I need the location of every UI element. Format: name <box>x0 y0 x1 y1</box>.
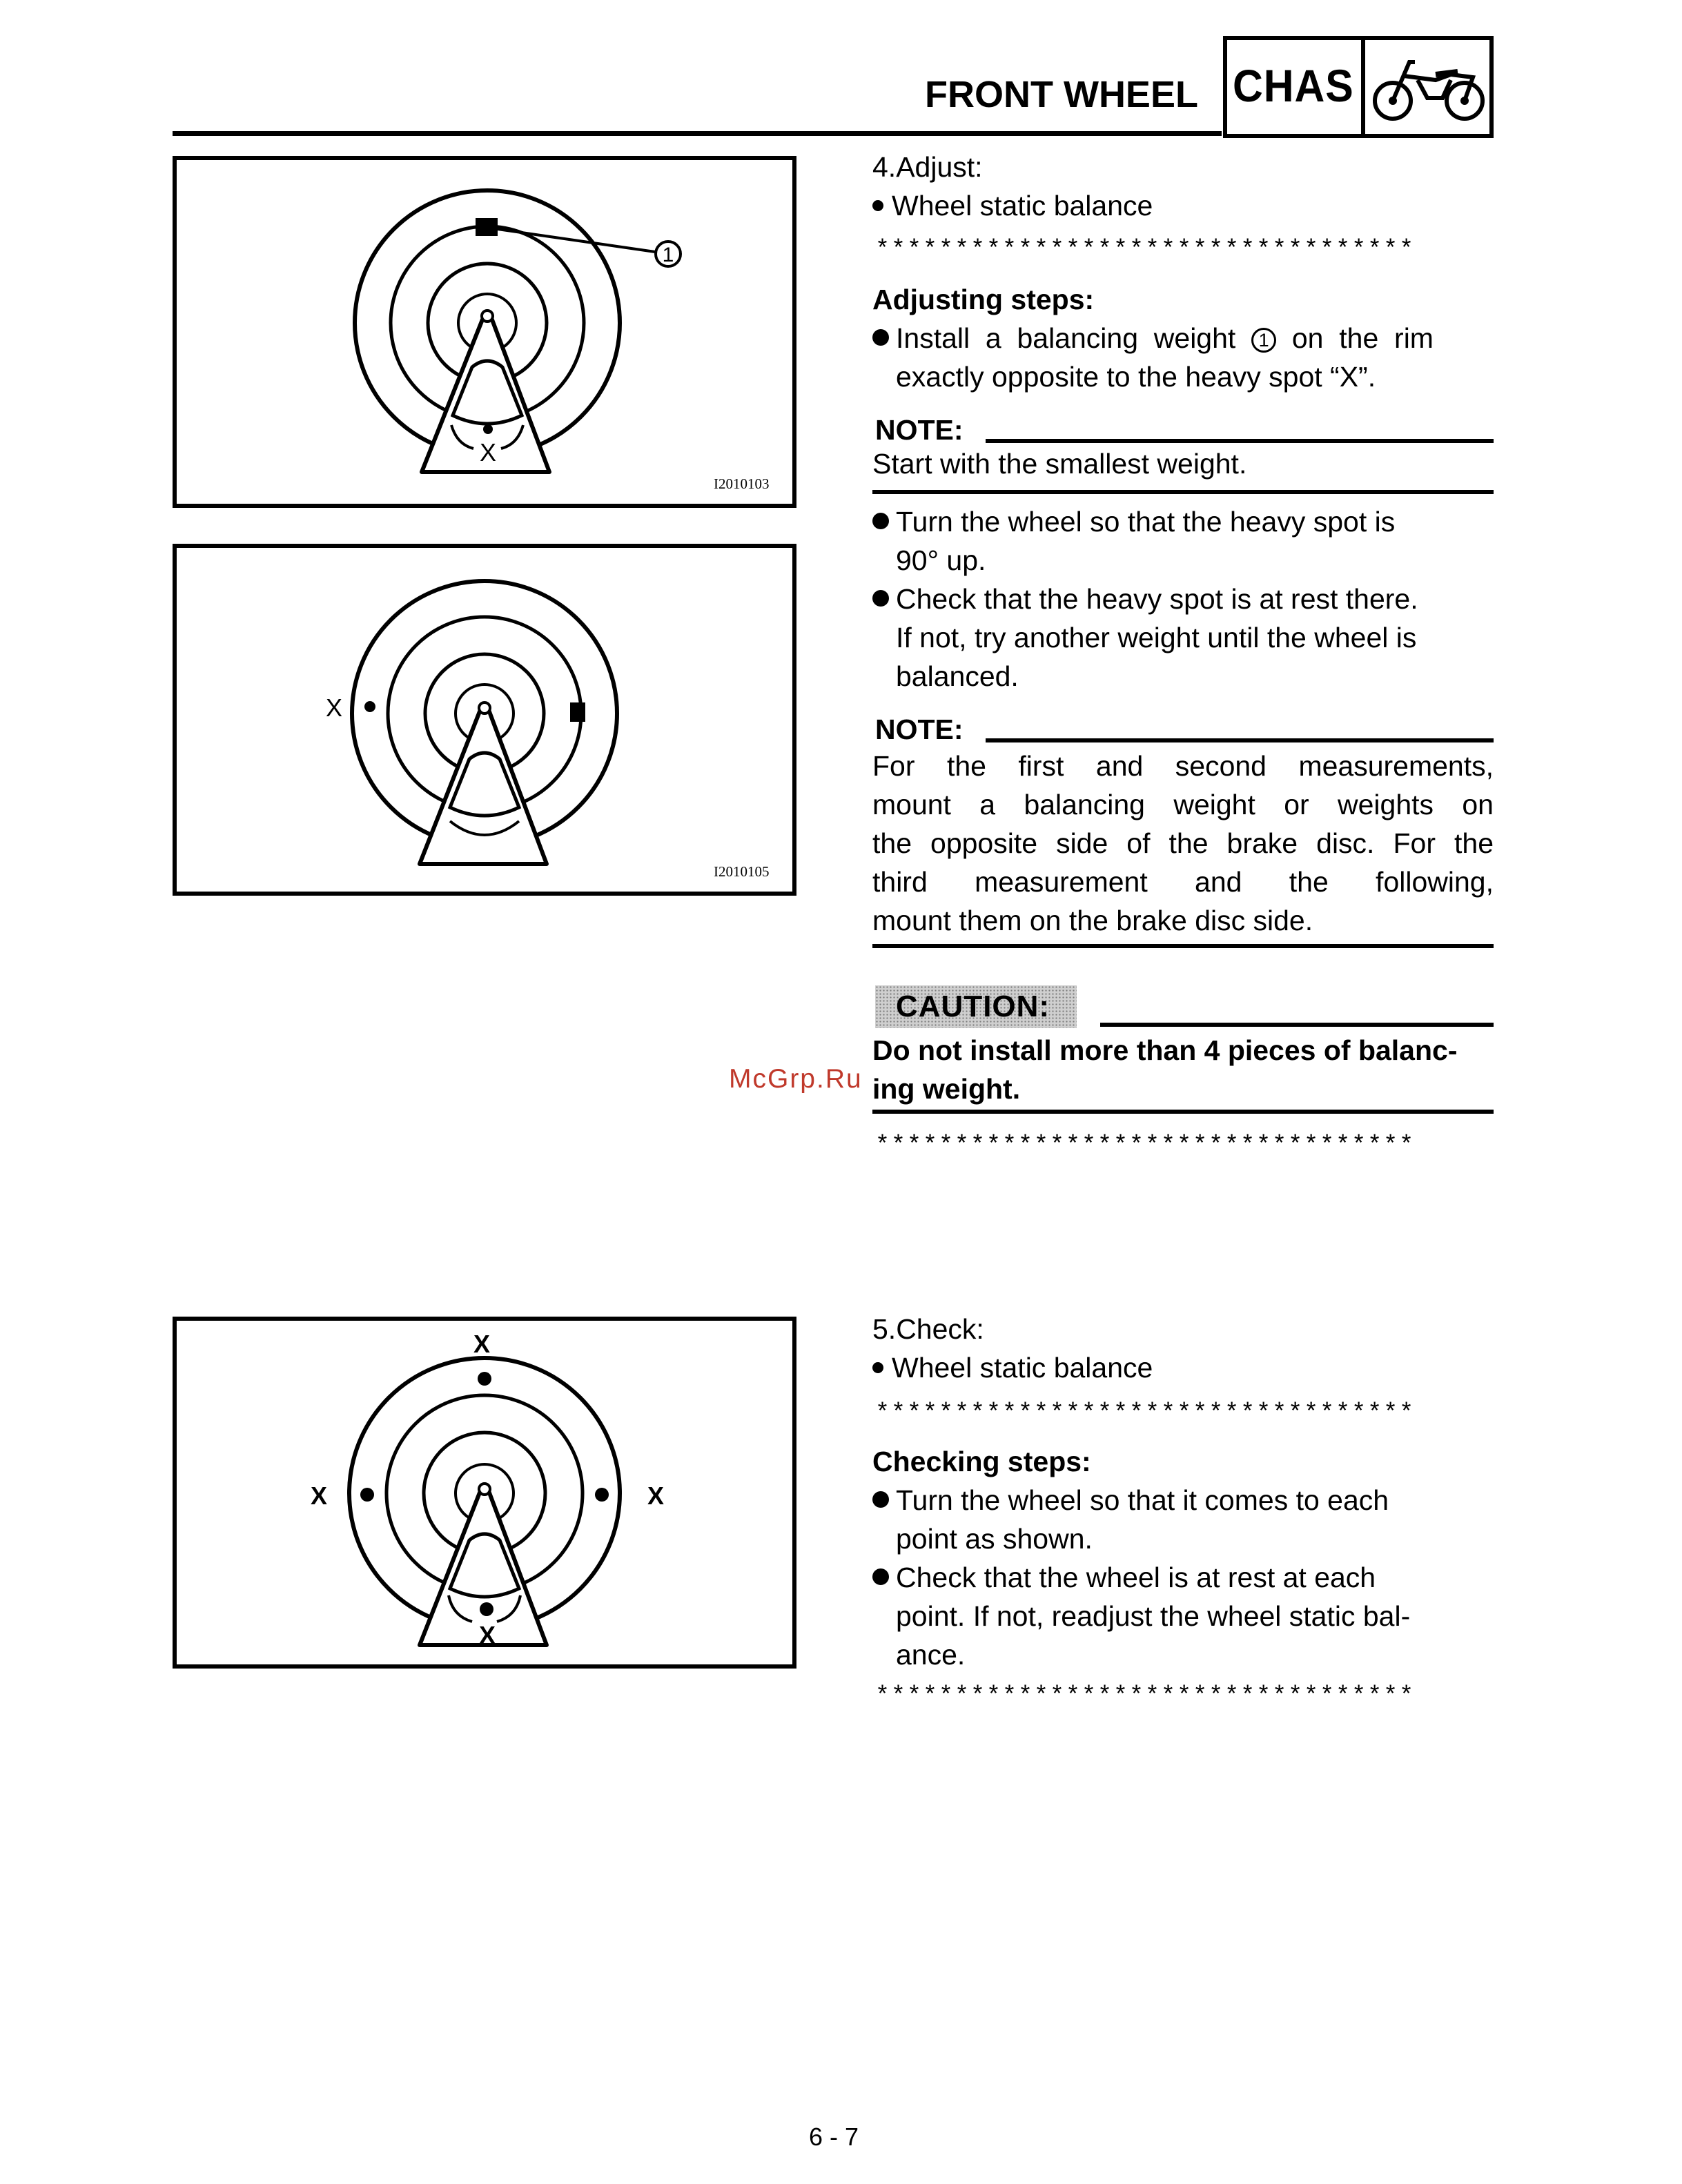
check-point-right-label: X <box>647 1482 665 1510</box>
note-rule <box>872 944 1494 948</box>
step-heading: 4.Adjust: <box>872 151 983 183</box>
figure-heavy-spot-90 <box>173 544 796 896</box>
figure-check-points <box>173 1317 796 1669</box>
callout-number: 1 <box>662 244 674 266</box>
page-number: 6 - 7 <box>809 2123 859 2151</box>
step-text: on the rim <box>1276 322 1434 354</box>
caution-rule <box>872 1110 1494 1114</box>
section-label: CHAS <box>1233 60 1354 111</box>
note-rule <box>986 439 1494 443</box>
note-label: NOTE: <box>875 414 964 446</box>
heavy-spot-label: X <box>479 438 497 466</box>
step-text: Turn the wheel so that it comes to each <box>896 1484 1389 1516</box>
step-item-text: Wheel static balance <box>892 1352 1153 1384</box>
procedure-step <box>872 319 1494 357</box>
step-text: exactly opposite to the heavy spot “X”. <box>896 361 1376 393</box>
section-badge-divider <box>1361 36 1365 138</box>
separator-stars: ********************************** <box>875 1682 1416 1710</box>
wheel-balance-diagram <box>177 1321 801 1673</box>
check-point-top-label: X <box>473 1330 491 1358</box>
step-text: Install a balancing weight <box>896 322 1252 354</box>
wheel-balance-diagram <box>177 548 801 900</box>
step-text: balanced. <box>896 660 1019 692</box>
note-text: Start with the smallest weight. <box>872 448 1247 480</box>
note-rule <box>986 738 1494 742</box>
step-text: Check that the wheel is at rest at each <box>896 1562 1376 1593</box>
caution-label: CAUTION: <box>896 990 1050 1023</box>
procedure-title: Checking steps: <box>872 1446 1091 1477</box>
check-point-bottom-label: X <box>478 1621 496 1649</box>
step-text: 90° up. <box>896 544 986 576</box>
caution-label-box <box>875 985 1077 1028</box>
bullet-icon <box>872 200 883 211</box>
figure-code: I2010105 <box>714 863 770 880</box>
step-heading: 5.Check: <box>872 1313 984 1345</box>
motorcycle-icon <box>1369 50 1488 126</box>
step-item <box>872 186 1153 225</box>
procedure-step <box>872 580 1418 618</box>
figure-adjust-weight <box>173 156 796 508</box>
procedure-step <box>872 1558 1376 1597</box>
bullet-icon <box>872 1568 889 1585</box>
step-item-text: Wheel static balance <box>892 190 1153 222</box>
note-text: third measurement and the following, <box>872 866 1494 898</box>
heavy-spot-label: X <box>325 693 343 722</box>
procedure-step <box>872 502 1395 541</box>
note-text: mount a balancing weight or weights on <box>872 789 1494 820</box>
caution-text: Do not install more than 4 pieces of balanc- <box>872 1034 1458 1066</box>
separator-stars: ********************************** <box>875 1399 1416 1427</box>
step-item <box>872 1348 1153 1387</box>
note-text: the opposite side of the brake disc. For the <box>872 827 1494 859</box>
bullet-icon <box>872 1491 889 1508</box>
step-text: point as shown. <box>896 1523 1093 1555</box>
page-title: FRONT WHEEL <box>925 74 1198 115</box>
note-rule <box>872 490 1494 494</box>
step-text: Turn the wheel so that the heavy spot is <box>896 506 1396 538</box>
step-text: point. If not, readjust the wheel static bal- <box>896 1600 1411 1632</box>
check-point-left-label: X <box>310 1482 328 1510</box>
step-text: If not, try another weight until the wheel is <box>896 622 1417 653</box>
procedure-title: Adjusting steps: <box>872 284 1095 315</box>
note-text: mount them on the brake disc side. <box>872 905 1313 936</box>
step-text: ance. <box>896 1639 966 1671</box>
bullet-icon <box>872 513 889 529</box>
caution-rule <box>1100 1023 1494 1027</box>
bullet-icon <box>872 1362 883 1373</box>
figure-code: I2010103 <box>714 475 770 492</box>
wheel-balance-diagram <box>177 160 801 512</box>
note-text: For the first and second measurements, <box>872 750 1494 782</box>
separator-stars: ********************************** <box>875 1132 1416 1159</box>
caution-text: ing weight. <box>872 1073 1021 1105</box>
callout-number: 1 <box>1251 328 1276 353</box>
step-text: Check that the heavy spot is at rest there. <box>896 583 1418 615</box>
bullet-icon <box>872 590 889 607</box>
header-rule <box>173 131 1222 136</box>
note-label: NOTE: <box>875 714 964 745</box>
separator-stars: ********************************** <box>875 236 1416 264</box>
procedure-step <box>872 1481 1389 1519</box>
watermark: McGrp.Ru <box>729 1064 863 1094</box>
bullet-icon <box>872 329 889 346</box>
